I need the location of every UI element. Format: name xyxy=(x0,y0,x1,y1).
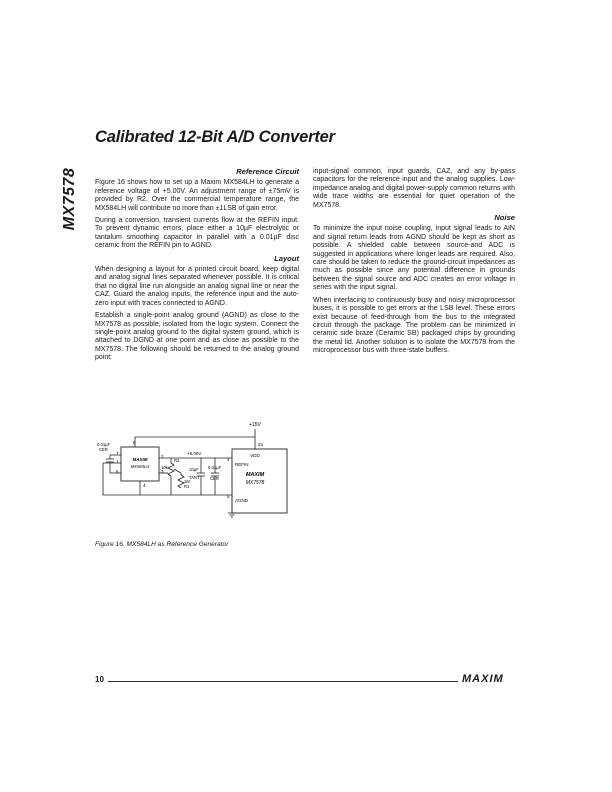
resistor-value-label: 1M xyxy=(184,479,190,484)
pin-label: 2 xyxy=(161,454,164,459)
pin-label: 7 xyxy=(116,451,119,456)
pin-label: 5 xyxy=(227,494,230,499)
supply-label: +15V xyxy=(249,422,261,428)
pin-label: 1 xyxy=(116,459,119,464)
page-title: Calibrated 12-Bit A/D Converter xyxy=(95,128,335,146)
resistor-label: R1 xyxy=(184,484,190,489)
noise-paragraph: To minimize the input noise coupling, input signal leads to AIN and signal return leads from AGND should be kept as short as possible. A shielded cable between source-and ADC is suggested in applications where longer leads are required. Also, care should be taken to reduce the ground-circuit impedances as much as possible since any potential difference in grounds between the signal source and ADC creates an error voltage in series with the input signal. xyxy=(313,225,515,292)
potentiometer-r2 xyxy=(168,463,174,476)
reference-paragraph: Figure 16 shows how to set up a Maxim MX584LH to generate a reference voltage of +5.00V. An adjustment range of ±75mV is provided by R2. Over the commercial temperature range, the MX584LH will contribute no more than ±1LSB of gain error. xyxy=(95,179,299,212)
resistor-value-label: 10k xyxy=(161,465,168,470)
pin-label: 4 xyxy=(143,483,146,488)
noise-heading: Noise xyxy=(494,213,515,223)
reference-paragraph: During a conversion, transient currents flow at the REFIN input. To prevent dynamic errors, place either a 10µF electrolytic or tantalum smoothing capacitor in parallel with a 0.01µF disc ceramic from the REFIN pin to AGND. xyxy=(95,217,299,250)
maxim-logo: MAXIM xyxy=(132,457,148,462)
grounding-continued-paragraph: input-signal common, input guards, CAZ, and any by-pass capacitors for the reference input and the analog supplies. Low-impedance analog and digital power-supply common returns with wide trace widths are essential for quiet operation of the MX7578. xyxy=(313,168,515,209)
capacitor-type-label: TANT xyxy=(189,475,200,480)
right-column xyxy=(313,168,515,360)
footer-rule xyxy=(108,681,458,682)
layout-heading: Layout xyxy=(274,253,299,263)
capacitor-value-label: 0.01µF xyxy=(208,465,222,470)
output-voltage-label: +5.00V xyxy=(187,451,202,456)
reference-circuit-heading: Reference Circuit xyxy=(236,167,299,176)
pin-label: 8 xyxy=(133,440,136,445)
maxim-logo: MAXIM xyxy=(245,472,265,478)
noise-paragraph: When interfacing to continuously busy and noisy microprocessor buses, it is possible to get errors at the LSB level. These errors exist because of feed-through from the bus to the integrated circuit through the package. The problem can be minimized in ceramic side braze (Ceramic SB) packaged chips by grounding the metal lid. Another solution is to isolate the MX7578 from the microprocessor bus with three-state buffers. xyxy=(313,296,515,355)
pin-label: 24 xyxy=(258,442,264,447)
resistor-label: R2 xyxy=(174,458,180,463)
layout-paragraph: When designing a layout for a printed circuit board, keep digital and analog signal lines separated whenever possible. It is critical that no digital line run alongside an analog signal line or near the CAZ. Guard the analog inputs, the reference input and the auto-zero input with traces connected to AGND. xyxy=(95,266,299,307)
page-number: 10 xyxy=(95,675,104,684)
capacitor-value-label: 0.01µF xyxy=(97,442,111,447)
vdd-label: VDD xyxy=(250,453,260,458)
reference-circuit-schematic xyxy=(95,413,295,531)
capacitor-type-label: CER xyxy=(99,447,108,452)
left-column xyxy=(95,168,299,367)
maxim-footer-logo: MAXIM xyxy=(462,673,504,685)
chip-name-label: MX584LH xyxy=(130,464,150,469)
capacitor-type-label: CER xyxy=(210,476,219,481)
layout-paragraph: Establish a single-point analog ground (AGND) as close to the MX7578 as possible, isolated from the logic system. Connect the single-point analog ground to the digital system ground, which is attached to DGND at one point and as close as possible to the MX7578. The following should be returned to the analog ground point: xyxy=(95,312,299,362)
pin-label: 6 xyxy=(116,469,119,474)
capacitor-value-label: 10µF xyxy=(189,467,199,472)
agnd-label: AGND xyxy=(235,498,249,503)
pin-label: 3 xyxy=(161,469,164,474)
refin-label: REFIN xyxy=(235,462,249,467)
pin-label: 4 xyxy=(227,457,230,462)
part-number-side-label: MX7578 xyxy=(61,167,78,231)
figure-caption: Figure 16. MX584LH as Reference Generator xyxy=(95,541,229,548)
chip-name-label: MX7578 xyxy=(245,480,265,486)
